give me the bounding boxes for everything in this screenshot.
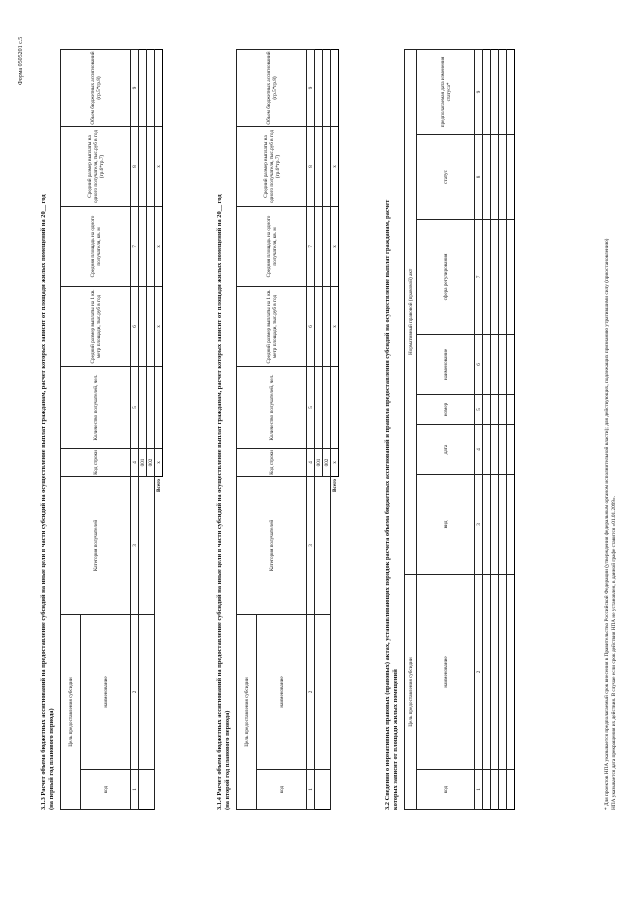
col-num: 7 [307, 206, 315, 286]
data-cell [507, 394, 515, 424]
header-row-code: Код строки [61, 448, 131, 476]
header-code: код [417, 770, 475, 810]
data-cell [491, 574, 499, 769]
data-cell [491, 134, 499, 219]
data-cell [507, 334, 515, 394]
data-cell: x [155, 448, 163, 476]
data-cell [315, 49, 323, 126]
header-volume: Объем бюджетных ассигнований (гр.5*гр.8) [61, 49, 131, 126]
data-cell [139, 366, 147, 448]
form-code: Форма 0505201 с.5 [18, 36, 24, 85]
data-cell [323, 126, 331, 206]
data-cell [323, 206, 331, 286]
data-cell: x [331, 206, 339, 286]
col-num: 1 [307, 770, 315, 810]
data-cell: x [155, 206, 163, 286]
total-label: Всего [331, 478, 338, 492]
header-code: код [81, 770, 131, 810]
section-3-1-4-title-line1: 3.1.4 Расчет объема бюджетных ассигнований на предоставление субсидий на иные цели в части субсидий на осуществление выплат гражданам, расчет которых зависит от площади жилых помещений на 20__ год [216, 194, 223, 810]
header-npa: Нормативный правовой (правовой) акт [405, 49, 417, 574]
data-cell [155, 366, 163, 448]
data-cell [491, 770, 499, 810]
header-row-code: Код строки [237, 448, 307, 476]
data-cell [315, 770, 331, 810]
col-num: 2 [307, 614, 315, 769]
section-3-1-3-title-line2: (на первый год планового периода) [48, 708, 55, 810]
data-cell [499, 424, 507, 474]
header-purpose: Цель предоставления субсидии [405, 574, 417, 809]
col-num: 9 [131, 49, 139, 126]
data-cell [507, 424, 515, 474]
data-cell [483, 770, 491, 810]
header-name: наименование [417, 574, 475, 769]
header-purpose: Цель предоставления субсидии [237, 614, 257, 809]
data-cell [491, 424, 499, 474]
header-category: Категория получателей [61, 476, 131, 614]
data-cell [507, 219, 515, 334]
col-num: 8 [475, 134, 483, 219]
col-num: 6 [307, 286, 315, 366]
row-code-cell: 002 [323, 448, 331, 476]
data-cell [507, 134, 515, 219]
header-number: номер [417, 394, 475, 424]
data-cell [139, 49, 147, 126]
data-cell [315, 126, 323, 206]
header-avg-payment: Средний размер выплаты на 1 кв. метр площади, тыс.руб в год [61, 286, 131, 366]
data-cell [491, 394, 499, 424]
section-3-1-3-title-line1: 3.1.3 Расчет объема бюджетных ассигнований на предоставление субсидий на иные цели в части субсидий на осуществление выплат гражданам, расчет которых зависит от площади жилых помещений на 20__ год [40, 194, 47, 810]
col-num: 4 [475, 424, 483, 474]
header-status-date: предполагаемая дата изменения статуса* [417, 49, 475, 134]
table-3-1-4 [236, 49, 339, 810]
data-cell [323, 286, 331, 366]
header-sphere: сфера регулирования [417, 219, 475, 334]
data-cell [315, 286, 323, 366]
data-cell [483, 219, 491, 334]
data-cell [147, 286, 155, 366]
data-cell [483, 574, 491, 769]
data-cell [155, 49, 163, 126]
data-cell [147, 126, 155, 206]
header-volume: Объем бюджетных ассигнований (гр.5*гр.8) [237, 49, 307, 126]
data-cell [491, 334, 499, 394]
header-type: вид [417, 474, 475, 574]
row-code-cell: 001 [315, 448, 323, 476]
header-status: статус [417, 134, 475, 219]
data-cell [507, 770, 515, 810]
data-cell [499, 474, 507, 574]
header-avg-area: Средняя площадь на одного получателя, кв. м [61, 206, 131, 286]
section-3-2-title-line2: которых зависит от площади жилых помещений [392, 669, 399, 810]
col-num: 1 [131, 770, 139, 810]
data-cell [499, 334, 507, 394]
data-cell [323, 49, 331, 126]
header-category: Категория получателей [237, 476, 307, 614]
data-cell [483, 394, 491, 424]
header-avg-area: Средняя площадь на одного получателя, кв. м [237, 206, 307, 286]
data-cell [139, 770, 155, 810]
data-cell [139, 286, 147, 366]
footnote-line1: * Для проектов НПА указывается предполагаемый срок внесения в Правительство Российской Федерации (утверждения федеральным органом исполнительной власти); для действующих, подлежащих признанию утратившими силу (приостановлению) [604, 238, 610, 810]
data-cell [483, 424, 491, 474]
header-count: Количество получателей, чел. [237, 366, 307, 448]
data-cell [499, 49, 507, 134]
col-num: 4 [131, 448, 139, 476]
col-num: 5 [131, 366, 139, 448]
data-cell [139, 206, 147, 286]
data-cell [491, 219, 499, 334]
data-cell [507, 574, 515, 769]
col-num: 3 [307, 476, 315, 614]
data-cell [483, 474, 491, 574]
data-cell: x [331, 286, 339, 366]
data-cell [491, 49, 499, 134]
data-cell [315, 366, 323, 448]
data-cell [147, 49, 155, 126]
col-num: 3 [475, 474, 483, 574]
data-cell: x [155, 286, 163, 366]
data-cell [315, 476, 331, 614]
table-3-1-3 [60, 49, 163, 810]
data-cell [483, 49, 491, 134]
row-code-cell: 001 [139, 448, 147, 476]
data-cell [331, 366, 339, 448]
data-cell [315, 206, 323, 286]
col-num: 3 [131, 476, 139, 614]
data-cell [483, 134, 491, 219]
data-cell [331, 49, 339, 126]
header-name: наименование [257, 614, 307, 769]
header-npa-name: наименование [417, 334, 475, 394]
data-cell [507, 474, 515, 574]
header-name: наименование [81, 614, 131, 769]
col-num: 8 [131, 126, 139, 206]
header-purpose: Цель предоставления субсидии [61, 614, 81, 809]
col-num: 9 [475, 49, 483, 134]
data-cell [499, 134, 507, 219]
col-num: 2 [475, 574, 483, 769]
table-3-2 [404, 49, 515, 810]
header-avg-size: Средний размер выплаты на одного получателя, тыс.руб в год (гр.6*гр.7) [61, 126, 131, 206]
data-cell: x [155, 126, 163, 206]
col-num: 7 [131, 206, 139, 286]
col-num: 9 [307, 49, 315, 126]
col-num: 5 [307, 366, 315, 448]
section-3-1-4-title-line2: (на второй год планового периода) [224, 710, 231, 810]
data-cell [139, 614, 155, 769]
col-num: 8 [307, 126, 315, 206]
col-num: 6 [475, 334, 483, 394]
data-cell [147, 206, 155, 286]
col-num: 4 [307, 448, 315, 476]
row-code-cell: 002 [147, 448, 155, 476]
data-cell [315, 614, 331, 769]
header-avg-size: Средний размер выплаты на одного получателя, тыс.руб в год (гр.6*гр.7) [237, 126, 307, 206]
header-code: код [257, 770, 307, 810]
total-label: Всего [155, 478, 162, 492]
section-3-2-title-line1: 3.2 Сведения о нормативных правовых (правовых) актах, устанавливающих порядок расчета объема бюджетных ассигнований и правила предоставления субсидий на осуществление выплат гражданам, расчет [384, 199, 391, 810]
header-avg-payment: Средний размер выплаты на 1 кв. метр площади, тыс.руб в год [237, 286, 307, 366]
data-cell [499, 394, 507, 424]
data-cell [507, 49, 515, 134]
data-cell [499, 219, 507, 334]
col-num: 7 [475, 219, 483, 334]
footnote-line2: НПА указывается дата прекращения их действия. В случае если срок действия НПА не установлен, в данной графе ставится «01.01.2099». [611, 495, 617, 810]
data-cell [147, 366, 155, 448]
col-num: 2 [131, 614, 139, 769]
header-date: дата [417, 424, 475, 474]
data-cell: x [331, 448, 339, 476]
data-cell [139, 476, 155, 614]
col-num: 6 [131, 286, 139, 366]
data-cell [491, 474, 499, 574]
data-cell [483, 334, 491, 394]
col-num: 5 [475, 394, 483, 424]
header-count: Количество получателей, чел. [61, 366, 131, 448]
data-cell [499, 770, 507, 810]
data-cell [323, 366, 331, 448]
data-cell [499, 574, 507, 769]
col-num: 1 [475, 770, 483, 810]
data-cell [139, 126, 147, 206]
data-cell: x [331, 126, 339, 206]
